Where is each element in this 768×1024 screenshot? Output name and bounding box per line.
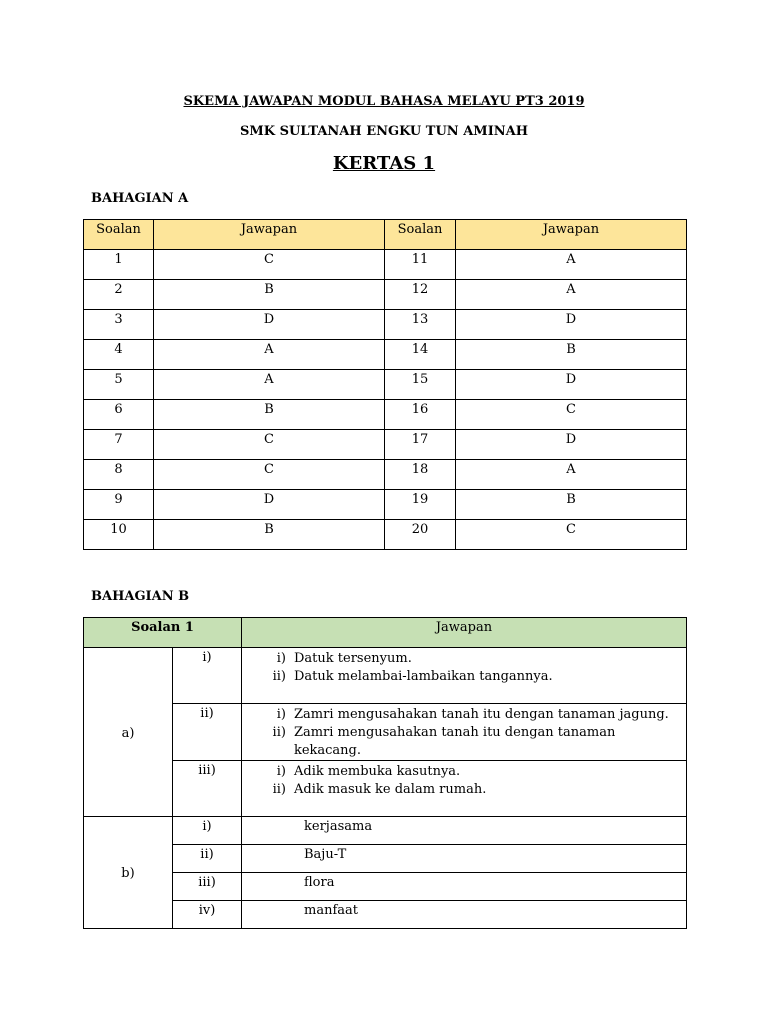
answer-letter: B: [154, 400, 385, 430]
answer-number: i): [276, 707, 286, 722]
table-row: [84, 845, 687, 873]
document-title: SKEMA JAWAPAN MODUL BAHASA MELAYU PT3 2019: [183, 94, 585, 109]
sub-question-number: i): [173, 817, 242, 845]
answer-text: Datuk tersenyum.: [294, 651, 412, 666]
paper-title: KERTAS 1: [332, 153, 436, 174]
answer-letter: D: [154, 490, 385, 520]
answer-word: flora: [304, 875, 335, 890]
answer-cell: [242, 761, 687, 817]
question-number: 8: [84, 460, 154, 490]
table-row: [84, 460, 687, 490]
part-a-label: a): [84, 648, 173, 817]
answer-list: [242, 763, 686, 799]
answer-word: kerjasama: [304, 819, 373, 834]
answer-letter: D: [154, 310, 385, 340]
answer-cell: [242, 901, 687, 929]
header-jawapan: Jawapan: [242, 618, 687, 648]
answer-letter: B: [456, 490, 687, 520]
sub-question-number: iii): [173, 761, 242, 817]
answer-letter: C: [154, 430, 385, 460]
school-name: SMK SULTANAH ENGKU TUN AMINAH: [239, 124, 529, 139]
header-soalan: Soalan: [385, 220, 456, 250]
table-row: [84, 761, 687, 817]
answer-cell: [242, 704, 687, 761]
list-item: [242, 781, 686, 799]
answer-letter: B: [154, 280, 385, 310]
answer-word: Baju-T: [304, 847, 347, 862]
table-row: [84, 430, 687, 460]
header-soalan: Soalan: [84, 220, 154, 250]
answer-list: [242, 706, 686, 760]
section-b-answer-table: [83, 617, 687, 929]
answer-letter: A: [456, 280, 687, 310]
answer-cell: [242, 648, 687, 704]
answer-number: ii): [272, 725, 286, 740]
answer-letter: A: [456, 250, 687, 280]
list-item: [242, 706, 686, 724]
answer-number: ii): [272, 669, 286, 684]
question-number: 9: [84, 490, 154, 520]
question-number: 3: [84, 310, 154, 340]
answer-text: Datuk melambai-lambaikan tangannya.: [294, 669, 553, 684]
sub-question-number: ii): [173, 845, 242, 873]
question-number: 15: [385, 370, 456, 400]
table-row: [84, 340, 687, 370]
table-row: [84, 280, 687, 310]
part-b-label: b): [84, 817, 173, 929]
question-number: 12: [385, 280, 456, 310]
list-item: [242, 650, 686, 668]
table-row: [84, 648, 687, 704]
answer-text: Zamri mengusahakan tanah itu dengan tanaman kekacang.: [293, 725, 616, 758]
question-number: 16: [385, 400, 456, 430]
answer-letter: C: [456, 400, 687, 430]
sub-question-number: ii): [173, 704, 242, 761]
question-number: 18: [385, 460, 456, 490]
table-header-row: [84, 220, 687, 250]
list-item: [242, 668, 686, 686]
answer-letter: A: [456, 460, 687, 490]
list-item: [242, 724, 686, 760]
answer-letter: B: [154, 520, 385, 550]
table-row: [84, 520, 687, 550]
answer-letter: C: [456, 520, 687, 550]
question-number: 10: [84, 520, 154, 550]
question-number: 14: [385, 340, 456, 370]
answer-letter: B: [456, 340, 687, 370]
sub-question-number: i): [173, 648, 242, 704]
answer-word: manfaat: [304, 903, 358, 918]
answer-letter: D: [456, 310, 687, 340]
section-a-label: BAHAGIAN A: [91, 191, 189, 206]
table-row: [84, 873, 687, 901]
answer-cell: [242, 873, 687, 901]
answer-letter: D: [456, 430, 687, 460]
question-number: 7: [84, 430, 154, 460]
list-item: [242, 763, 686, 781]
answer-cell: [242, 845, 687, 873]
sub-question-number: iii): [173, 873, 242, 901]
table-row: [84, 400, 687, 430]
header-soalan-1: Soalan 1: [84, 618, 242, 648]
table-row: [84, 901, 687, 929]
question-number: 13: [385, 310, 456, 340]
table-row: [84, 704, 687, 761]
answer-number: i): [276, 764, 286, 779]
question-number: 19: [385, 490, 456, 520]
question-number: 20: [385, 520, 456, 550]
answer-list: [242, 650, 686, 686]
table-row: [84, 490, 687, 520]
table-row: [84, 250, 687, 280]
table-row: [84, 370, 687, 400]
sub-question-number: iv): [173, 901, 242, 929]
header-jawapan: Jawapan: [154, 220, 385, 250]
answer-text: Adik masuk ke dalam rumah.: [294, 782, 487, 797]
answer-text: Zamri mengusahakan tanah itu dengan tanaman jagung.: [294, 707, 669, 722]
table-row: [84, 817, 687, 845]
question-number: 6: [84, 400, 154, 430]
answer-letter: C: [154, 250, 385, 280]
section-a-answer-table: [83, 219, 687, 550]
question-number: 2: [84, 280, 154, 310]
table-header-row: [84, 618, 687, 648]
answer-letter: C: [154, 460, 385, 490]
question-number: 4: [84, 340, 154, 370]
answer-letter: D: [456, 370, 687, 400]
answer-text: Adik membuka kasutnya.: [294, 764, 461, 779]
question-number: 1: [84, 250, 154, 280]
answer-number: ii): [272, 782, 286, 797]
answer-cell: [242, 817, 687, 845]
table-row: [84, 310, 687, 340]
answer-letter: A: [154, 340, 385, 370]
header-jawapan: Jawapan: [456, 220, 687, 250]
answer-number: i): [276, 651, 286, 666]
section-b-label: BAHAGIAN B: [91, 589, 190, 604]
question-number: 5: [84, 370, 154, 400]
answer-letter: A: [154, 370, 385, 400]
question-number: 17: [385, 430, 456, 460]
question-number: 11: [385, 250, 456, 280]
